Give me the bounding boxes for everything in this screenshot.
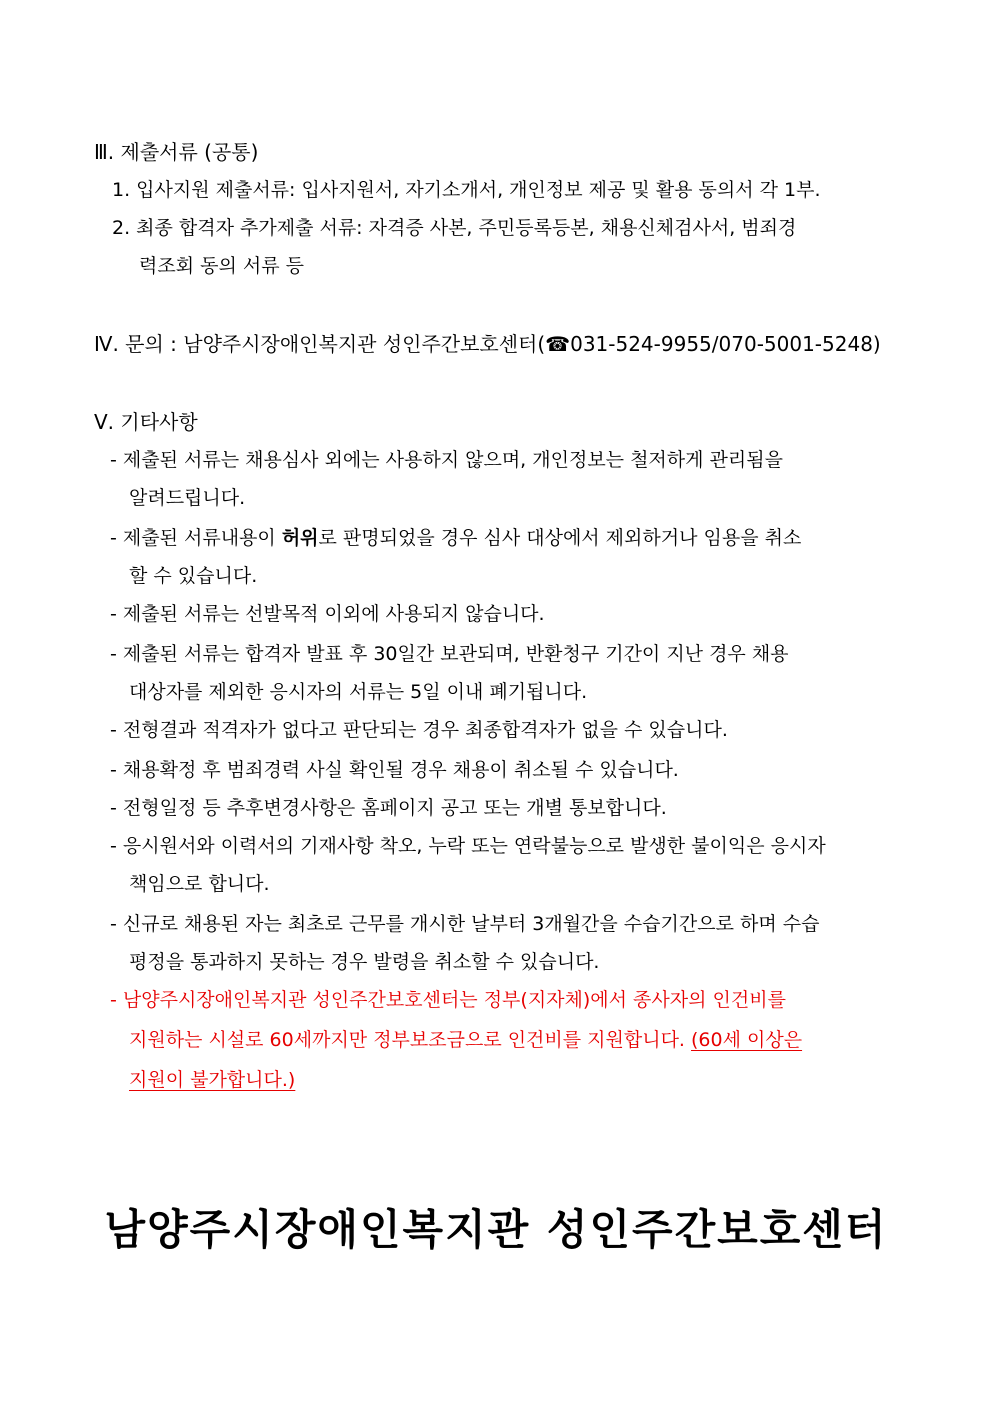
red-notice-line-1: - 남양주시장애인복지관 성인주간보호센터는 정부(지자체)에서 종사자의 인건비를 <box>110 989 786 1011</box>
notice-item-2-pre: - 제출된 서류내용이 <box>110 527 282 549</box>
notice-item-8-line-2: 책임으로 합니다. <box>129 873 270 895</box>
notice-item-7: - 전형일정 등 추후변경사항은 홈페이지 공고 또는 개별 통보합니다. <box>110 797 667 819</box>
notice-item-2-emphasis: 허위 <box>281 527 319 549</box>
notice-item-9-line-2: 평정을 통과하지 못하는 경우 발령을 취소할 수 있습니다. <box>129 951 600 973</box>
section-4-title: Ⅳ. 문의 : 남양주시장애인복지관 성인주간보호센터(☎031-524-9955/070-5001-5248) <box>94 332 881 356</box>
section-3-item-2-line-2: 력조회 동의 서류 등 <box>139 255 304 277</box>
notice-item-2-line-2: 할 수 있습니다. <box>129 565 258 587</box>
notice-item-5: - 전형결과 적격자가 없다고 판단되는 경우 최종합격자가 없을 수 있습니다. <box>110 719 728 741</box>
notice-item-6: - 채용확정 후 범죄경력 사실 확인될 경우 채용이 취소될 수 있습니다. <box>110 759 679 781</box>
notice-item-2-post: 로 판명되었을 경우 심사 대상에서 제외하거나 임용을 취소 <box>318 527 802 549</box>
notice-item-9-line-1: - 신규로 채용된 자는 최초로 근무를 개시한 날부터 3개월간을 수습기간으로 하며 수습 <box>110 913 820 935</box>
footer-organization-name: 남양주시장애인복지관 성인주간보호센터 <box>104 1205 888 1254</box>
notice-item-1-line-2: 알려드립니다. <box>129 487 246 509</box>
notice-item-3: - 제출된 서류는 선발목적 이외에 사용되지 않습니다. <box>110 603 545 625</box>
red-notice-line-2-text: 지원하는 시설로 60세까지만 정부보조금으로 인건비를 지원합니다. <box>129 1029 692 1051</box>
section-3-title: Ⅲ. 제출서류 (공통) <box>94 140 259 164</box>
section-3-item-2-line-1: 2. 최종 합격자 추가제출 서류: 자격증 사본, 주민등록등본, 채용신체검사서, 범죄경 <box>112 217 797 239</box>
red-notice-underlined-end: 지원이 불가합니다.) <box>129 1069 296 1091</box>
notice-item-1-line-1: - 제출된 서류는 채용심사 외에는 사용하지 않으며, 개인정보는 철저하게 관리됨을 <box>110 449 783 471</box>
notice-item-2-line-1 <box>110 524 801 552</box>
notice-item-4-line-1: - 제출된 서류는 합격자 발표 후 30일간 보관되며, 반환청구 기간이 지난 경우 채용 <box>110 643 789 665</box>
notice-item-4-line-2: 대상자를 제외한 응시자의 서류는 5일 이내 폐기됩니다. <box>129 681 588 703</box>
red-notice-underlined-start: (60세 이상은 <box>691 1029 803 1051</box>
section-5-title: Ⅴ. 기타사항 <box>94 410 198 434</box>
section-3-item-1: 1. 입사지원 제출서류: 입사지원서, 자기소개서, 개인정보 제공 및 활용 동의서 각 1부. <box>112 179 821 201</box>
notice-item-8-line-1: - 응시원서와 이력서의 기재사항 착오, 누락 또는 연락불능으로 발생한 불이익은 응시자 <box>110 835 826 857</box>
red-notice-line-2 <box>129 1026 802 1054</box>
